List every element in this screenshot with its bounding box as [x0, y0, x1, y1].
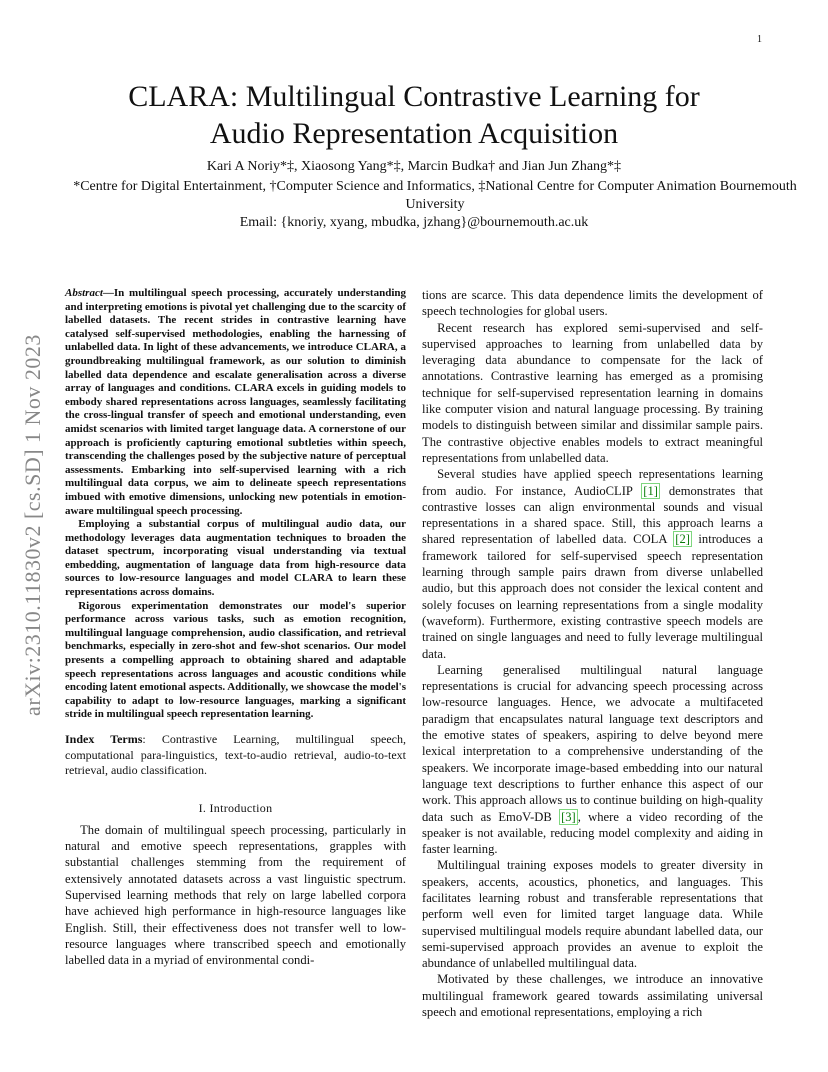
right-paragraph-2 [422, 466, 763, 662]
right-paragraph-2-text-b: demonstrates that contrastive losses can align environmental sounds and visual representations in a shared space. Still, this approach learns a shared representation of labelled data. COLA [422, 483, 763, 547]
right-paragraph-2-text-a: Several studies have applied speech representations learning from audio. For instance, AudioCLIP [422, 467, 763, 498]
title-line-2: Audio Representation Acquisition [209, 117, 619, 150]
abstract-paragraph-2: Employing a substantial corpus of multilingual audio data, our methodology leverages data augmentation techniques to broaden the dataset spectrum, incorporating visual understanding via textual embedding, augmentation of language data from high-resource data sources to low-resource languages and model CLARA to learn these representations across domains. [65, 518, 406, 599]
abstract [65, 287, 406, 722]
title-line-1: CLARA: Multilingual Contrastive Learning for [128, 80, 700, 113]
right-paragraph-1: Recent research has explored semi-supervised and self-supervised approaches to learning from unlabelled data by leveraging data abundance to compensate for the lack of annotations. Contrastive learning has emerged as a promising technique for self-supervised representation learning in domains like computer vision and natural language processing. By training models to distinguish between similar and dissimilar sample pairs. The contrastive objective enables models to extract meaningful representations from unlabelled data. [422, 320, 763, 465]
right-paragraph-3-text-b: , where a video recording of the speaker is not available, reducing model complexity and aiding in faster learning. [422, 809, 763, 857]
intro-left [65, 822, 406, 969]
abstract-paragraph-3: Rigorous experimentation demonstrates our model's superior performance across various tasks, such as emotion recognition, multilingual language comprehension, audio classification, and retrieval benchmarks, especially in zero-shot and few-shot scenarios. Our model presents a compelling approach to obtaining shared and adaptable speech representations across languages and acoustic conditions while encoding latent emotional aspects. Additionally, we showcase the model's capability to adapt to low-resource languages, marking a significant stride in multilingual speech representation learning. [65, 599, 407, 721]
left-column [65, 287, 406, 968]
right-paragraph-4: Multilingual training exposes models to greater diversity in speakers, accents, acoustics, phonetics, and languages. This facilitates learning robust and transferable representations that perform well even for limited target language data. While supervised multilingual models require abundant labelled data, our semi-supervised approach provides an avenue to exploit the abundance of unlabelled multilingual data. [422, 858, 763, 971]
authors: Kari A Noriy*‡, Xiaosong Yang*‡, Marcin Budka† and Jian Jun Zhang*‡ [206, 159, 622, 174]
abstract-text-1: —In multilingual speech processing, accurately understanding and interpreting emotions is pivotal yet challenging due to the scarcity of labelled datasets. The recent strides in contrastive learning have catalysed self-supervised methodologies, enabling the harnessing of unlabelled data. In light of these advancements, we introduce CLARA, a groundbreaking multilingual framework, as our solution to diminish labelled data dependence and escalate generalisation across a diverse array of languages and conditions. CLARA excels in guiding models to embody shared representations across languages, seamlessly facilitating the cross-lingual transfer of speech and emotional understanding, even amidst scenarios with limited target language data. A cornerstone of our approach is proficiently capturing emotional subtleties within speech, transcending the challenges posed by the subjective nature of perceptual assessments. Embarking into self-supervised learning with a rich multilingual data corpus, we aim to delineate speech representations imbued with emotive dimensions, unlocking new potentials in emotion-aware multilingual speech processing. [65, 287, 406, 517]
index-terms [65, 732, 406, 779]
right-paragraph-5: Motivated by these challenges, we introduce an innovative multilingual framework geared towards assimilating universal speech and emotional representations, employing a rich [422, 972, 763, 1020]
affiliation: *Centre for Digital Entertainment, †Computer Science and Informatics, ‡National Centre for Computer Animation Bournemouth University [73, 179, 797, 212]
citation-link-1[interactable]: [1] [643, 483, 658, 498]
right-paragraph-continuation: tions are scarce. This data dependence limits the development of speech technologies for global users. [422, 288, 763, 319]
right-paragraph-3 [422, 662, 763, 858]
arxiv-stamp-text: arXiv:2310.11830v2 [cs.SD] 1 Nov 2023 [20, 334, 45, 716]
citation-link-2[interactable]: [2] [675, 532, 690, 547]
right-paragraph-2-text-c: introduces a framework tailored for self-supervised speech representation learning through sample pairs drawn from diverse unlabelled audio, but this approach does not consider the lexical content and solely focuses on learning representations from a single modality (waveform). Furthermore, existing contrastive speech models are trained on single languages and need to fully leverage multilingual data. [422, 532, 763, 661]
arxiv-stamp [18, 290, 48, 760]
right-column [422, 287, 763, 1020]
page-number: 1 [757, 34, 762, 45]
email: Email: {knoriy, xyang, mbudka, jzhang}@bournemouth.ac.uk [239, 215, 589, 230]
index-terms-label: Index Terms [65, 732, 143, 746]
index-terms-text: : Contrastive Learning, multilingual speech, computational para-linguistics, text-to-audio retrieval, audio-to-text retrieval, audio classification. [65, 732, 406, 778]
abstract-label: Abstract [65, 287, 103, 299]
abstract-paragraph-1 [65, 287, 406, 518]
section-heading-introduction: I. Introduction [198, 800, 273, 815]
intro-paragraph-1: The domain of multilingual speech processing, particularly in natural and emotive speech representations, grapples with substantial challenges stemming from the requirement of extensively annotated datasets across a vast linguistic spectrum. Supervised learning methods that rely on large labelled corpora have achieved high performance in high-resource languages like English. Still, their effectiveness does not transfer well to low-resource languages where transcribed speech and emotionally labelled data in a myriad of environmental condi- [65, 822, 406, 968]
right-paragraph-3-text-a: Learning generalised multilingual natural language representations is crucial for advancing speech processing across low-resource languages. Hence, we advocate a multifaceted paradigm that encapsulates natural language text descriptors and the emotive states of speakers, aspiring to delve beyond mere lexical interpretation to a comprehensive understanding of the speakers. We incorporate image-based embedding into our natural language text descriptions to further enhance this aspect of our work. This approach allows us to continue building on high-quality data such as EmoV-DB [422, 662, 763, 824]
citation-link-3[interactable]: [3] [561, 809, 576, 824]
paper-title [0, 78, 828, 152]
